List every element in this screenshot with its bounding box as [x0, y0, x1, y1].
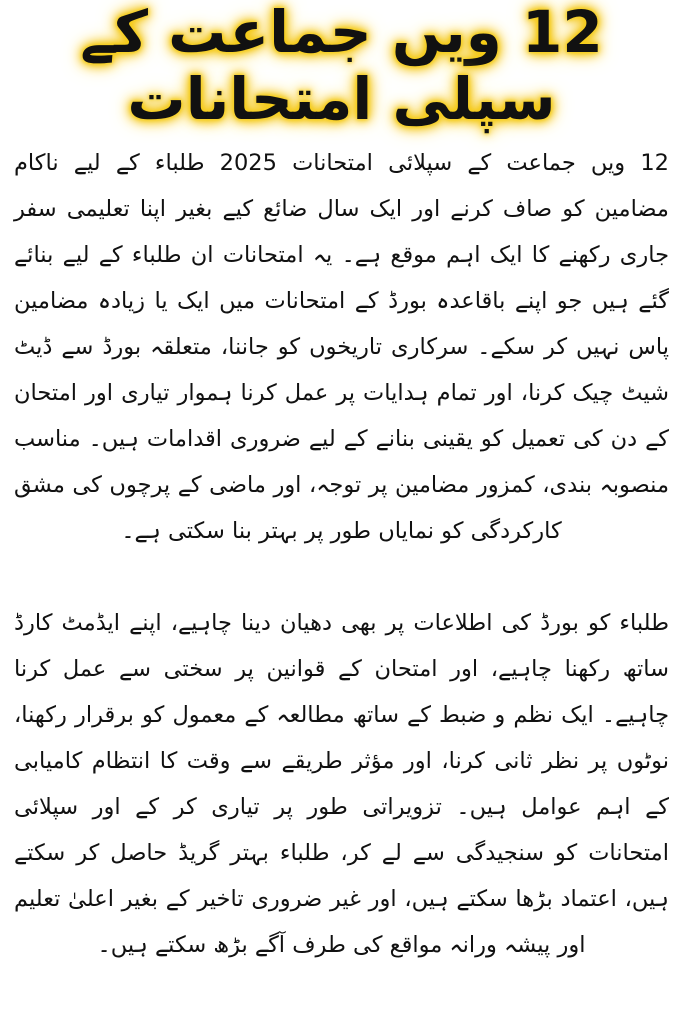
- article-paragraph-1: 12 ویں جماعت کے سپلائی امتحانات 2025 طلباء کے لیے ناکام مضامین کو صاف کرنے اور ایک سال ضائع کیے بغیر اپنا تعلیمی سفر جاری رکھنے کا ایک اہم موقع ہے۔ یہ امتحانات ان طلباء کے لیے بنائے گئے ہیں جو اپنے باقاعدہ بورڈ کے امتحانات میں ایک یا زیادہ مضامین پاس نہیں کر سکے۔ سرکاری تاریخوں کو جاننا، متعلقہ بورڈ سے ڈیٹ شیٹ چیک کرنا، اور تمام ہدایات پر عمل کرنا ہموار تیاری اور امتحان کے دن کی تعمیل کو یقینی بنانے کے لیے ضروری اقدامات ہیں۔ مناسب منصوبہ بندی، کمزور مضامین پر توجہ، اور ماضی کے پرچوں کی مشق کارکردگی کو نمایاں طور پر بہتر بنا سکتی ہے۔: [14, 150, 669, 544]
- page-title: 12 ویں جماعت کے سپلی امتحانات: [80, 0, 603, 133]
- article-paragraph-2: طلباء کو بورڈ کی اطلاعات پر بھی دھیان دینا چاہیے، اپنے ایڈمٹ کارڈ ساتھ رکھنا چاہیے، اور امتحان کے قوانین پر سختی سے عمل کرنا چاہیے۔ ایک نظم و ضبط کے ساتھ مطالعہ کے معمول کو برقرار رکھنا، نوٹوں پر نظر ثانی کرنا، اور مؤثر طریقے سے وقت کا انتظام کامیابی کے اہم عوامل ہیں۔ تزویراتی طور پر تیاری کر کے اور سپلائی امتحانات کو سنجیدگی سے لے کر، طلباء بہتر گریڈ حاصل کر سکتے ہیں، اعتماد بڑھا سکتے ہیں، اور غیر ضروری تاخیر کے بغیر اعلیٰ تعلیم اور پیشہ ورانہ مواقع کی طرف آگے بڑھ سکتے ہیں۔: [14, 610, 669, 958]
- title-container: [14, 0, 669, 132]
